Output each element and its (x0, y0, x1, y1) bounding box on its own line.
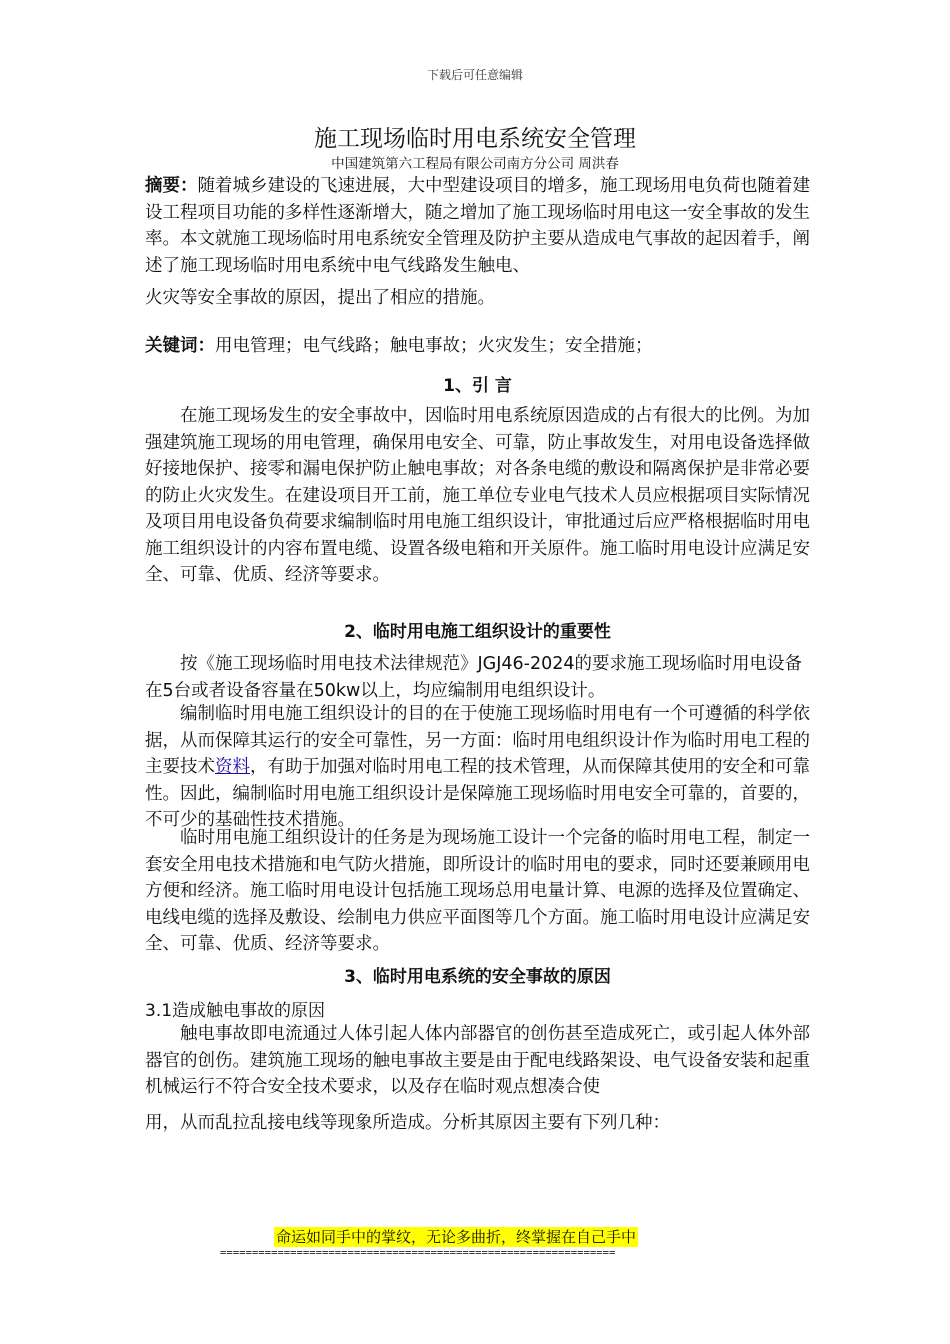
document-title: 施工现场临时用电系统安全管理 (314, 126, 636, 152)
header-note: 下载后可任意编辑 (426, 68, 523, 82)
section2-heading: 2、临时用电施工组织设计的重要性 (344, 622, 611, 642)
text-run: ，有助于加强对临时用电工程的技术管理，从而保障其使用的安全和可靠性。因此，编制临时用电施工组织设计是保障施工现场临时用电安全可靠的，首要的，不可少的基础性技术措施。 (145, 757, 810, 830)
text-run: 按《施工现场临时用电技术法律规范》 (180, 654, 478, 674)
section2-paragraph-2 (145, 701, 810, 834)
keywords-text: 用电管理；电气线路；触电事故；火灾发生；安全措施； (215, 336, 653, 356)
text-run: 编制临时用电施工组织设计的目的在于使施工现场临时用电有一个可遵循的科学依据，从而保障其运行的安全可靠性，另一方面：临时用电组织设计作为临时用电工程的主要技术 (145, 704, 810, 777)
section3-heading: 3、临时用电系统的安全事故的原因 (344, 967, 611, 987)
subsection-label: 造成触电事故的原因 (172, 1001, 326, 1021)
resource-link[interactable]: 资料 (215, 757, 250, 777)
keywords-label: 关键词： (145, 336, 215, 356)
abstract-last-line: 火灾等安全事故的原因，提出了相应的措施。 (145, 288, 495, 308)
section3-paragraph: 触电事故即电流通过人体引起人体内部器官的创伤甚至造成死亡，或引起人体外部器官的创伤。建筑施工现场的触电事故主要是由于配电线路架设、电气设备安装和起重机械运行不符合安全技术要求，以及存在临时观点想凑合使 (145, 1024, 810, 1097)
device-count: 5 (162, 680, 174, 701)
capacity-value: 50kw (313, 680, 361, 701)
text-run: 台或者设备容量在 (173, 680, 314, 701)
subsection-number: 3.1 (145, 1001, 173, 1021)
section1-paragraph: 在施工现场发生的安全事故中，因临时用电系统原因造成的占有很大的比例。为加强建筑施工现场的用电管理，确保用电安全、可靠，防止事故发生，对用电设备选择做好接地保护、接零和漏电保护防止触电事故；对各条电缆的敷设和隔离保护是非常必要的防止火灾发生。在建设项目开工前，施工单位专业电气技术人员应根据项目实际情况及项目用电设备负荷要求编制临时用电施工组织设计，审批通过后应严格根据临时用电施工组织设计的内容布置电缆、设置各级电箱和开关原件。施工临时用电设计应满足安全、可靠、优质、经济等要求。 (145, 406, 810, 585)
keywords-paragraph (145, 333, 810, 360)
subsection-3-1-title (145, 996, 325, 1021)
standard-code: JGJ46-2024 (477, 654, 575, 674)
text-run: 的要求施工现场临时用电设备在 (145, 654, 803, 701)
footer-motto: 命运如同手中的掌纹，无论多曲折，终掌握在自己手中 (276, 1228, 637, 1246)
section1-heading: 1、引 言 (443, 376, 512, 396)
section2-paragraph-1 (145, 651, 810, 704)
footer-rule: ============================================================== (220, 1247, 616, 1259)
abstract-label: 摘要： (145, 176, 198, 196)
author-line: 中国建筑第六工程局有限公司南方分公司 周洪春 (331, 156, 619, 172)
section3-paragraph-last-line: 用，从而乱拉乱接电线等现象所造成。分析其原因主要有下列几种： (145, 1113, 670, 1133)
abstract-text: 随着城乡建设的飞速进展，大中型建设项目的增多，施工现场用电负荷也随着建设工程项目功能的多样性逐渐增大，随之增加了施工现场临时用电这一安全事故的发生率。本文就施工现场临时用电系统安全管理及防护主要从造成电气事故的起因着手，阐述了施工现场临时用电系统中电气线路发生触电、 (145, 176, 810, 276)
section2-paragraph-3: 临时用电施工组织设计的任务是为现场施工设计一个完备的临时用电工程，制定一套安全用电技术措施和电气防火措施，即所设计的临时用电的要求，同时还要兼顾用电方便和经济。施工临时用电设计包括施工现场总用电量计算、电源的选择及位置确定、电线电缆的选择及敷设、绘制电力供应平面图等几个方面。施工临时用电设计应满足安全、可靠、优质、经济等要求。 (145, 828, 810, 954)
text-run: 以上，均应编制用电组织设计。 (360, 680, 606, 701)
abstract-paragraph (145, 173, 810, 279)
